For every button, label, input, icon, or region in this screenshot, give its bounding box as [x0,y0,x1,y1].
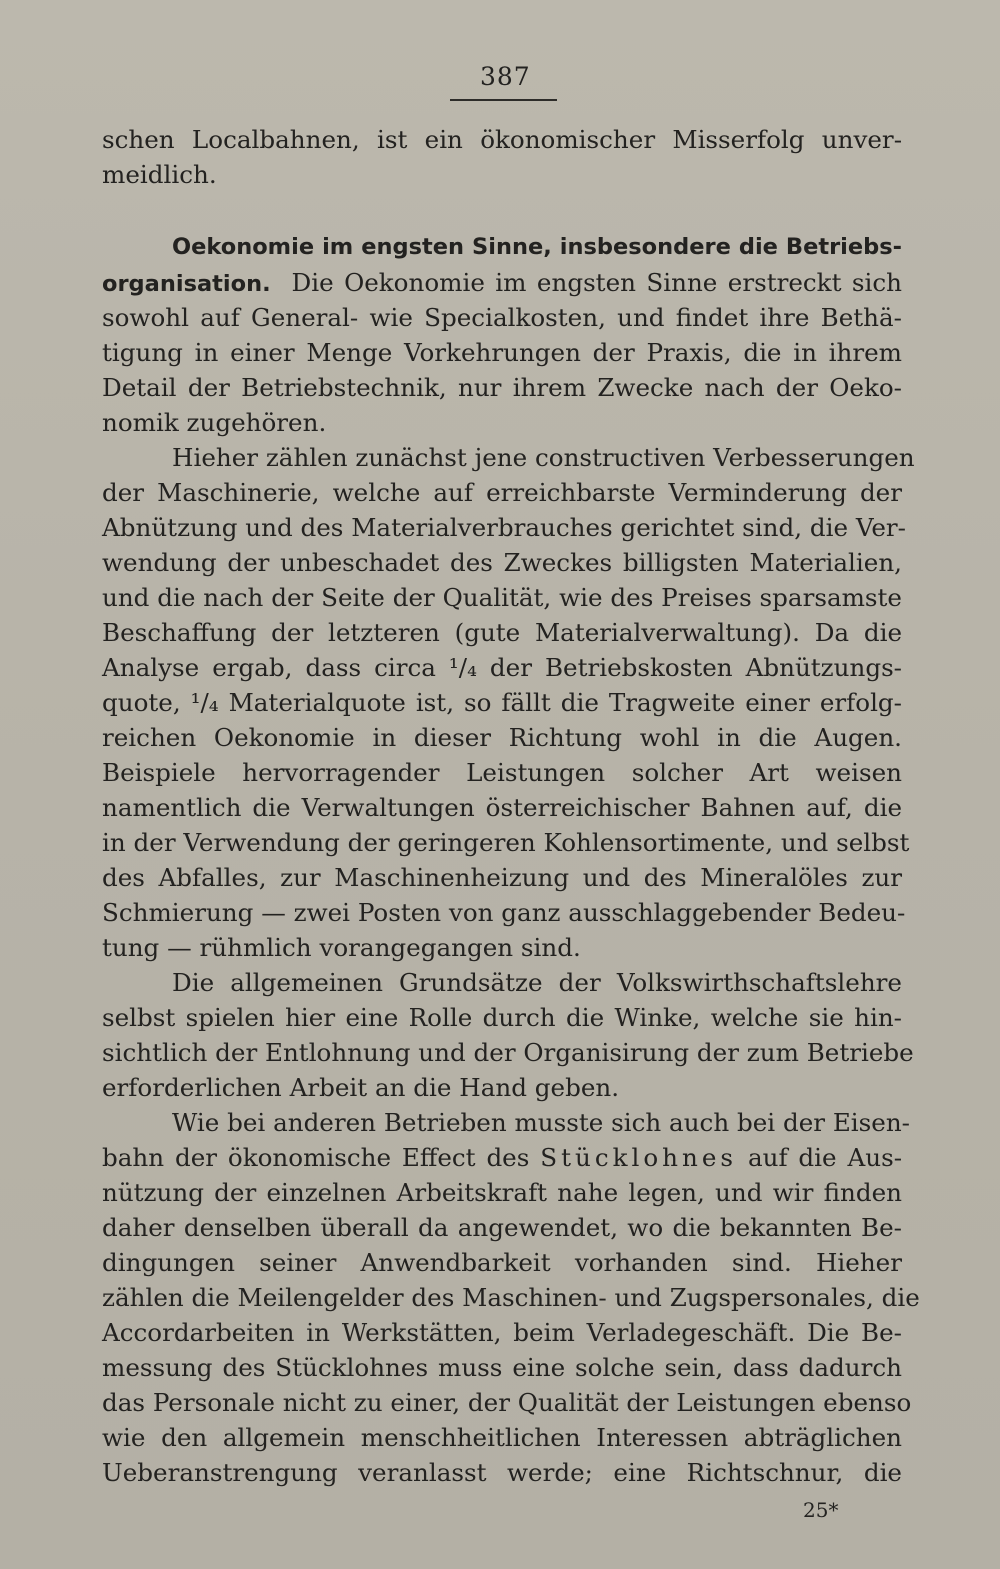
section-heading-continued: organisation. [102,271,271,297]
text-line: Wie bei anderen Betrieben musste sich auch bei der Eisen- [172,1108,910,1137]
body-text [102,122,920,1490]
text-fragment: bahn der ökonomische Effect des [102,1143,530,1172]
text-line: Schmierung — zwei Posten von ganz ausschlaggebender Bedeu- [102,898,906,927]
text-line: sichtlich der Entlohnung und der Organisirung der zum Betriebe [102,1038,914,1067]
text-line: Die allgemeinen Grundsätze der Volkswirthschaftslehre [172,968,902,997]
text-line: wie den allgemein menschheitlichen Interessen abträglichen [102,1423,902,1452]
text-fragment: Die Oekonomie im engsten Sinne erstreckt sich [291,268,902,297]
text-line: Accordarbeiten in Werkstätten, beim Verladegeschäft. Die Be- [102,1318,902,1347]
text-line: zählen die Meilengelder des Maschinen- und Zugspersonales, die [102,1283,920,1312]
text-line: messung des Stücklohnes muss eine solche sein, dass dadurch [102,1353,902,1382]
text-line: Ueberanstrengung veranlasst werde; eine Richtschnur, die [102,1458,902,1487]
page-number: 387 [480,62,531,91]
text-line: meidlich. [102,160,217,189]
section-heading: Oekonomie im engsten Sinne, insbesondere die Betriebs- [172,234,902,260]
text-line: Analyse ergab, dass circa ¹/₄ der Betriebskosten Abnützungs- [102,653,902,682]
header-rule [450,99,557,101]
text-line: quote, ¹/₄ Materialquote ist, so fällt die Tragweite einer erfolg- [102,688,902,717]
text-line [102,265,902,300]
text-line: Beschaffung der letzteren (gute Materialverwaltung). Da die [102,618,902,647]
text-line: tung — rühmlich vorangegangen sind. [102,933,581,962]
text-line: selbst spielen hier eine Rolle durch die Winke, welche sie hin- [102,1003,902,1032]
text-line: in der Verwendung der geringeren Kohlensortimente, und selbst [102,828,910,857]
signature-mark: 25* [803,1498,839,1522]
text-line: schen Localbahnen, ist ein ökonomischer Misserfolg unver- [102,125,902,154]
text-line: dingungen seiner Anwendbarkeit vorhanden sind. Hieher [102,1248,902,1277]
text-line: reichen Oekonomie in dieser Richtung wohl in die Augen. [102,723,902,752]
text-line: des Abfalles, zur Maschinenheizung und des Mineralöles zur [102,863,902,892]
text-line: und die nach der Seite der Qualität, wie des Preises sparsamste [102,583,902,612]
text-line: erforderlichen Arbeit an die Hand geben. [102,1073,620,1102]
emphasized-word: Stücklohnes [540,1143,738,1172]
text-line: daher denselben überall da angewendet, wo die bekannten Be- [102,1213,902,1242]
text-line: nützung der einzelnen Arbeitskraft nahe legen, und wir finden [102,1178,902,1207]
text-line: sowohl auf General- wie Specialkosten, und findet ihre Bethä- [102,303,902,332]
text-line: Beispiele hervorragender Leistungen solcher Art weisen [102,758,902,787]
text-line: Abnützung und des Materialverbrauches gerichtet sind, die Ver- [102,513,906,542]
text-line: tigung in einer Menge Vorkehrungen der Praxis, die in ihrem [102,338,902,367]
text-line: wendung der unbeschadet des Zweckes billigsten Materialien, [102,548,902,577]
text-line: Detail der Betriebstechnik, nur ihrem Zwecke nach der Oeko- [102,373,902,402]
text-line [102,1140,902,1175]
text-fragment: auf die Aus- [747,1143,903,1172]
text-line: namentlich die Verwaltungen österreichischer Bahnen auf, die [102,793,902,822]
text-line: der Maschinerie, welche auf erreichbarste Verminderung der [102,478,902,507]
paragraph-gap [102,192,902,230]
text-line: Hieher zählen zunächst jene constructiven Verbesserungen [172,443,915,472]
text-line: das Personale nicht zu einer, der Qualität der Leistungen ebenso [102,1388,912,1417]
text-line: nomik zugehören. [102,408,327,437]
